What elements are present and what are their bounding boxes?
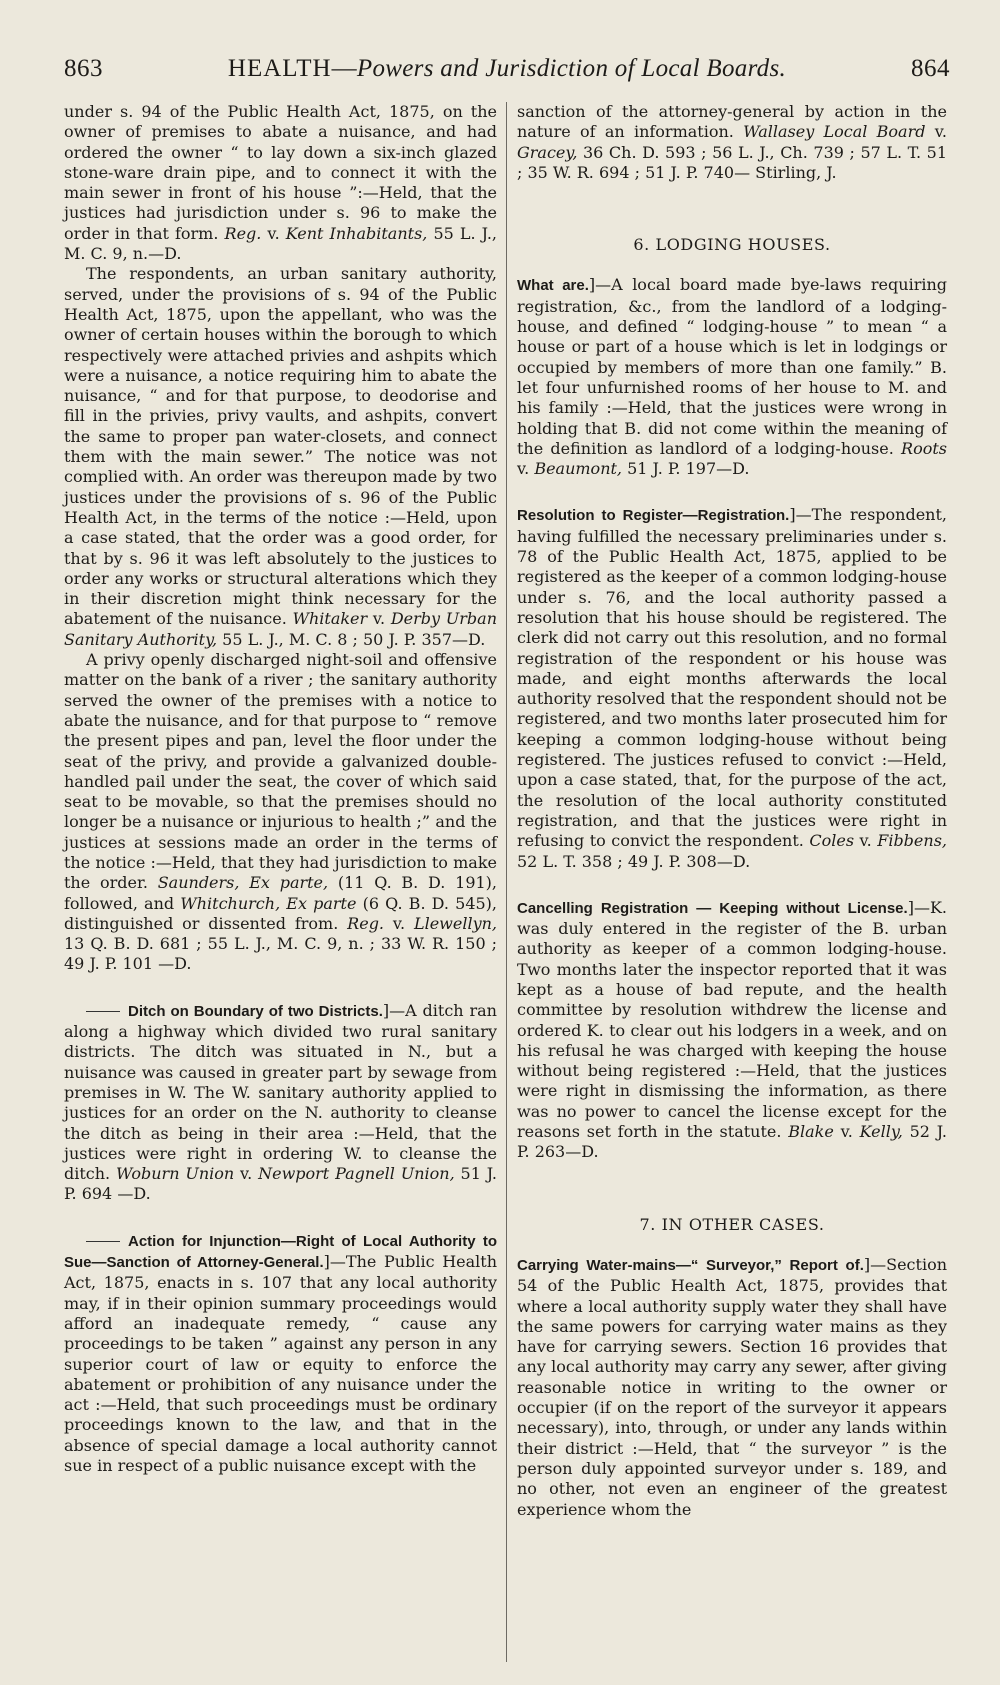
- subsection-paragraph: [517, 275, 947, 479]
- em-rule: [86, 1241, 120, 1242]
- paragraph: [64, 102, 497, 264]
- bracket: ]—: [863, 1254, 887, 1274]
- versus: v.: [854, 831, 878, 851]
- case-name: Gracey,: [517, 142, 578, 162]
- paragraph-text: sanction of the attorney-general by action in the nature of an information.: [517, 102, 947, 142]
- paragraph-text: —The Public Health Act, 1875, enacts in s. 107 that any local authority may, if in their opinion summary proceedings would afford an inadequate remedy, “ cause any proceedings to be taken ” against any person in any superior court of law or equity to enforce the abatement or prohibition of any nuisance under the act :—Held, that such proceedings must be ordinary proceedings known to the law, and that in the absence of special damage a local authority cannot sue in respect of a public nuisance except with the: [64, 1252, 498, 1475]
- subsection-paragraph: [517, 505, 947, 871]
- title-separator: —: [331, 55, 357, 82]
- case-name: Blake: [788, 1122, 834, 1142]
- case-name: Saunders, Ex parte,: [157, 873, 329, 893]
- section-heading-other-cases: 7. IN OTHER CASES.: [639, 1214, 825, 1234]
- citation: 55 L. J., M. C. 8 ; 50 J. P. 357—D.: [217, 629, 486, 649]
- title-italic: Powers and Jurisdiction of Local Boards.: [356, 55, 787, 82]
- versus: v.: [833, 1122, 860, 1142]
- subsection-heading: Cancelling Registration — Keeping without License.: [517, 899, 908, 917]
- right-column: [517, 102, 947, 1520]
- bracket: ]—: [382, 1000, 406, 1020]
- case-name: Llewellyn,: [413, 913, 497, 933]
- case-name: Kelly,: [859, 1122, 903, 1142]
- paragraph-text: (11 Q. B. D. 191), followed, and: [64, 873, 498, 913]
- case-name: Whitchurch, Ex parte: [180, 893, 357, 913]
- page-title: [228, 55, 786, 83]
- subsection-paragraph: [517, 1255, 947, 1520]
- running-header: [64, 55, 950, 95]
- paragraph: [64, 264, 497, 650]
- subsection-paragraph: [64, 1231, 497, 1477]
- paragraph-text: under s. 94 of the Public Health Act, 1875, on the owner of premises to abate a nuisance, and had ordered the owner “ to lay down a six-inch glazed stone-ware drain pipe, and to connect it with the main sewer in front of his house ”:—Held, that the justices had jurisdiction under s. 96 to make the order in that form.: [64, 102, 497, 243]
- citation: 52 L. T. 358 ; 49 J. P. 308—D.: [517, 851, 751, 871]
- subsection-heading: Ditch on Boundary of two Districts.: [128, 1002, 383, 1020]
- case-name: Coles: [809, 831, 855, 851]
- paragraph: [64, 650, 497, 975]
- subsection-paragraph: [64, 1001, 497, 1205]
- versus: v.: [384, 913, 414, 933]
- case-name: Kent Inhabitants,: [285, 223, 428, 243]
- case-name: Reg.: [347, 913, 385, 933]
- case-name: Fibbens,: [877, 831, 947, 851]
- case-name: Wallasey Local Board: [743, 122, 926, 142]
- paragraph-text: The respondents, an urban sanitary authority, served, under the provisions of s. 94 of the Public Health Act, 1875, upon the appellant, who was the owner of certain houses within the borough to which respectively were attached privies and ashpits which were a nuisance, a notice requiring him to abate the nuisance, “ and for that purpose, to deodorise and fill in the privies, privy vaults, and ashpits, convert the same to proper pan water-closets, and connect them with the main sewer.” The notice was not complied with. An order was thereupon made by two justices under the provisions of s. 96 of the Public Health Act, in the terms of the notice :—Held, upon a case stated, that the order was a good order, for that by s. 96 it was left absolutely to the justices to order any works or structural alterations which they in their discretion might think necessary for the abatement of the nuisance.: [64, 264, 497, 629]
- subsection-heading: Action for Injunction—Right of Local Authority to Sue—Sanction of Attorney-General.: [64, 1232, 497, 1272]
- paragraph-text: K. was duly entered in the register of the B. urban authority as keeper of a common lodging-house. Two months later the inspector reported that it was kept as a house of bad repute, and the health committee by resolution withdrew the license and ordered K. to clear out his lodgers in a week, and on his refusal he was charged with keeping the house without being registered :—Held, that the justices were right in dismissing the information, as there was no power to cancel the license except for the reasons set forth in the statute.: [517, 897, 947, 1142]
- paragraph-text: A ditch ran along a highway which divided two rural sanitary districts. The ditch was situated in N., but a nuisance was caused in greater part by sewage from premises in W. The W. sanitary authority applied to justices for an order on the N. authority to cleanse the ditch as being in their area :—Held, that the justices were right in ordering W. to cleanse the ditch.: [64, 1000, 497, 1184]
- citation: 55 L. J., M. C. 9, n.—D.: [64, 223, 498, 264]
- citation: 51 J. P. 694 —D.: [64, 1164, 497, 1204]
- paragraph-text: The respondent, having fulfilled the necessary preliminaries under s. 78 of the Public Health Act, 1875, applied to be registered as the keeper of a common lodging-house under s. 76, and the local authority passed a resolution that his house should be registered. The clerk did not carry out this resolution, and no formal registration of the respondent or his house was made, and eight months afterwards the local authority resolved that the respondent should not be registered, and two months later prosecuted him for keeping a common lodging-house without being registered. The justices refused to convict :—Held, upon a case stated, that, for the purpose of the act, the resolution of the local authority constituted registration, and that the justices were right in refusing to convict the respondent.: [517, 505, 947, 851]
- case-name: Newport Pagnell Union,: [258, 1164, 455, 1184]
- bracket: ]—: [789, 505, 812, 525]
- subsection-heading: What are.: [517, 277, 589, 295]
- citation: 52 J. P. 263—D.: [517, 1122, 947, 1162]
- versus: v.: [367, 609, 391, 629]
- versus: v.: [234, 1164, 259, 1184]
- subsection-heading: Carrying Water-mains—“ Surveyor,” Report of.: [517, 1256, 864, 1274]
- case-name: Whitaker: [292, 609, 368, 629]
- paragraph: [517, 102, 947, 183]
- citation: 51 J. P. 197—D.: [622, 459, 750, 479]
- case-name: Roots: [901, 438, 947, 458]
- right-page-number: 864: [910, 55, 950, 82]
- citation: 36 Ch. D. 593 ; 56 L. J., Ch. 739 ; 57 L. T. 51 ; 35 W. R. 694 ; 51 J. P. 740— Stirling, J.: [517, 142, 947, 182]
- case-name: Woburn Union: [116, 1164, 235, 1184]
- paragraph-text: Section 54 of the Public Health Act, 1875, provides that where a local authority supply water they shall have the same powers for carrying water mains as they have for carrying sewers. Section 16 provides that any local authority may carry any sewer, after giving reasonable notice in writing to the owner or occupier (if on the report of the surveyor it appears necessary), into, through, or under any lands within their district :—Held, that “ the surveyor ” is the person duly appointed surveyor under s. 189, and no other, not even an engineer of the greatest experience whom the: [517, 1254, 947, 1519]
- case-name: Beaumont,: [534, 459, 623, 479]
- title-main: HEALTH: [227, 55, 332, 82]
- section-heading-lodging-houses: 6. LODGING HOUSES.: [633, 235, 831, 255]
- versus: v.: [517, 459, 535, 479]
- left-page-number: 863: [64, 55, 103, 82]
- versus: v.: [925, 122, 948, 142]
- paragraph-text: A privy openly discharged night-soil and offensive matter on the bank of a river ; the sanitary authority served the owner of the premises with a notice to abate the nuisance, and for that purpose to “ remove the present pipes and pan, level the floor under the seat of the privy, and provide a galvanized double-handled pail under the seat, the cover of which said seat to be movable, so that the premises should no longer be a nuisance or injurious to health ;” and the justices at sessions made an order in the terms of the notice :—Held, that they had jurisdiction to make the order.: [64, 650, 497, 893]
- citation: 13 Q. B. D. 681 ; 55 L. J., M. C. 9, n. ; 33 W. R. 150 ; 49 J. P. 101 —D.: [64, 934, 497, 974]
- left-column: [64, 102, 497, 1476]
- paragraph-text: A local board made bye-laws requiring registration, &c., from the landlord of a lodging-house, and defined “ lodging-house ” to mean “ a house or part of a house which is let in lodgings or occupied by members of more than one family.” B. let four unfurnished rooms of her house to M. and his family :—Held, that the justices were wrong in holding that B. did not come within the meaning of the definition as landlord of a lodging-house.: [517, 275, 947, 458]
- column-divider: [506, 102, 507, 1662]
- bracket: ]: [323, 1252, 330, 1272]
- bracket: ]—: [907, 897, 930, 917]
- case-name: Reg.: [224, 223, 262, 243]
- bracket: ]—: [588, 275, 612, 295]
- em-rule: [86, 1011, 120, 1012]
- subsection-heading: Resolution to Register—Registration.: [517, 507, 790, 525]
- versus: v.: [261, 223, 286, 243]
- case-name: Derby Urban Sanitary Authority,: [64, 609, 498, 649]
- subsection-paragraph: [517, 898, 947, 1163]
- paragraph-text: (6 Q. B. D. 545), distinguished or dissented from.: [64, 893, 498, 933]
